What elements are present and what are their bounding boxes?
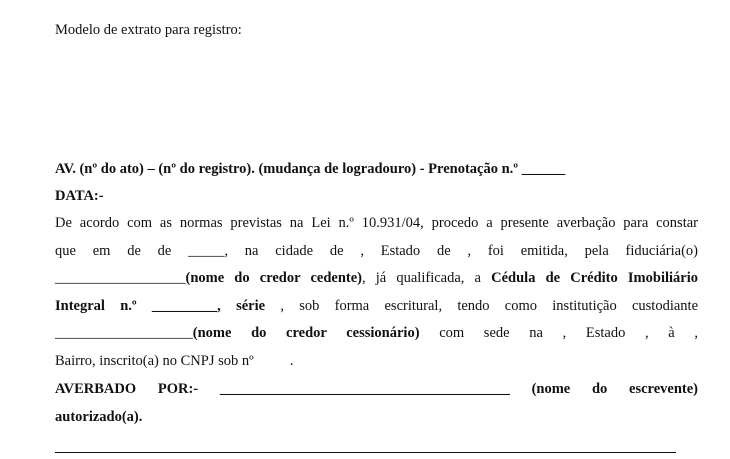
escrevente-label: (nome do escrevente)	[531, 381, 698, 397]
signature-blank: ________________________________________	[219, 381, 510, 397]
averbado-label: AVERBADO POR:-	[55, 381, 199, 397]
cedente-label: (nome do credor cedente)	[185, 270, 362, 286]
paragraph-line-6: Bairro, inscrito(a) no CNPJ sob nº .	[55, 353, 294, 369]
paragraph-line-1: De acordo com as normas previstas na Lei n.º 10.931/04, procedo a presente averbação para constar	[55, 215, 698, 231]
qualified-text: , já qualificada, a	[361, 270, 492, 286]
cedula-title: Cédula de Crédito Imobiliário	[491, 270, 698, 286]
cessionario-label: (nome do credor cessionário)	[192, 325, 420, 341]
custodian-text: , sob forma escritural, tendo como institutição custodiante	[265, 298, 699, 314]
date-label: DATA:-	[55, 188, 104, 204]
paragraph-line-4	[55, 297, 698, 315]
cedente-blank: __________________	[55, 270, 186, 286]
bottom-rule	[55, 452, 676, 453]
paragraph-line-2: que em de de _____, na cidade de , Estado de , foi emitida, pela fiduciária(o)	[55, 243, 698, 259]
paragraph-line-5	[55, 324, 698, 342]
address-text: com sede na , Estado , à ,	[419, 325, 698, 341]
integral-serie: Integral n.º _________, série	[55, 298, 266, 314]
paragraph-line-3	[55, 269, 698, 287]
intro-text: Modelo de extrato para registro:	[55, 22, 242, 38]
autorizado-text: autorizado(a).	[55, 409, 143, 425]
entry-heading: AV. (nº do ato) – (nº do registro). (mudança de logradouro) - Prenotação n.º ______	[55, 161, 566, 177]
averbado-line	[55, 380, 698, 398]
cessionario-blank: ___________________	[55, 325, 193, 341]
